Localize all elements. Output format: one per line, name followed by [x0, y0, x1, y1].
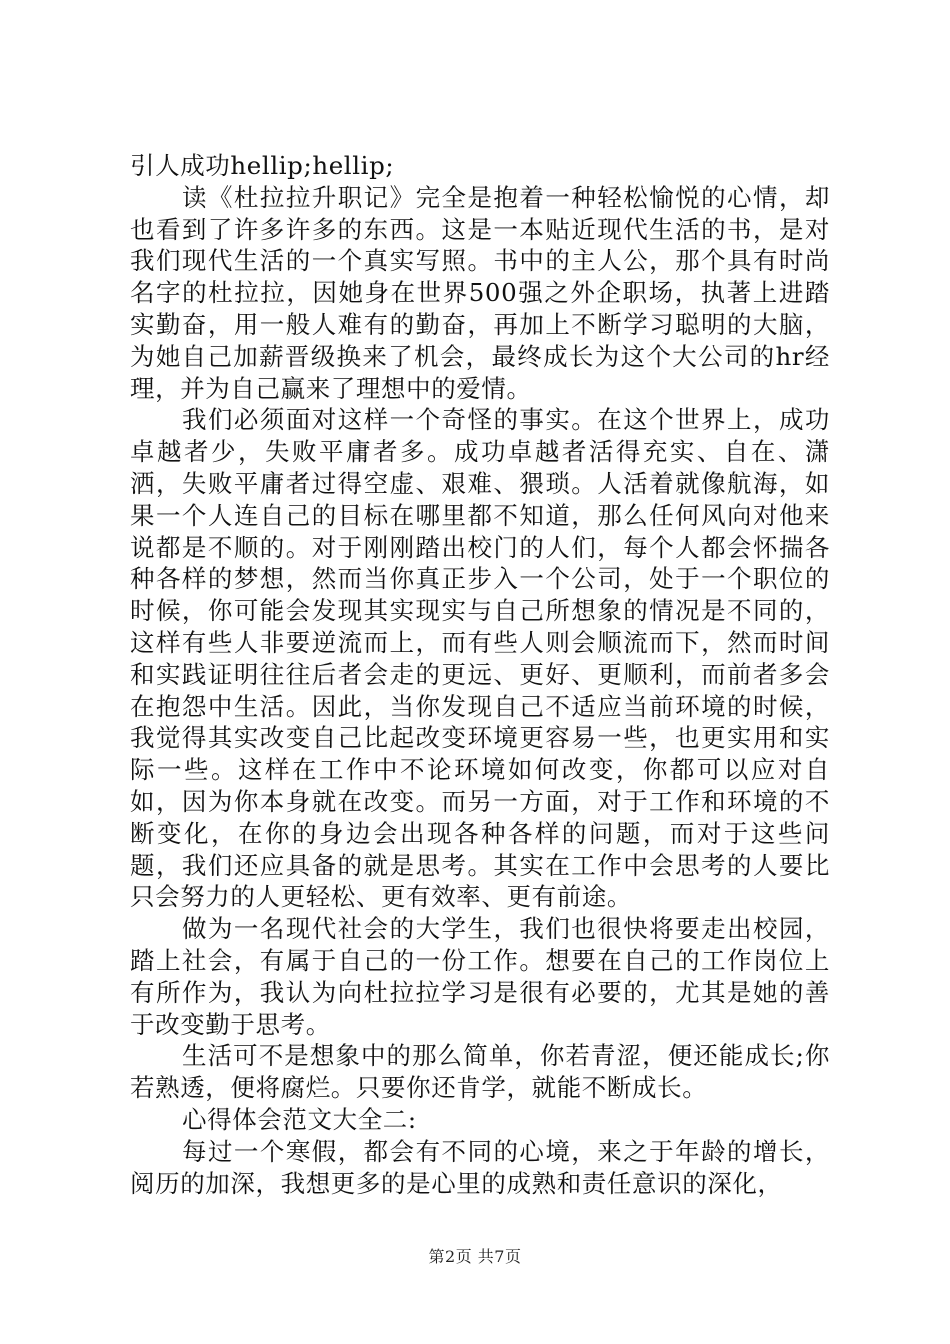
paragraph-2: 我们必须面对这样一个奇怪的事实。在这个世界上，成功卓越者少，失败平庸者多。成功卓越者活得充实、自在、潇洒，失败平庸者过得空虚、艰难、猥琐。人活着就像航海，如果一个人连自己的目标在哪里都不知道，那么任何风向对他来说都是不顺的。对于刚刚踏出校门的人们，每个人都会怀揣各种各样的梦想，然而当你真正步入一个公司，处于一个职位的时候，你可能会发现其实现实与自己所想象的情况是不同的，这样有些人非要逆流而上，而有些人则会顺流而下，然而时间和实践证明往往后者会走的更远、更好、更顺利，而前者多会在抱怨中生活。因此，当你发现自己不适应当前环境的时候，我觉得其实改变自己比起改变环境更容易一些，也更实用和实际一些。这样在工作中不论环境如何改变，你都可以应对自如，因为你本身就在改变。而另一方面，对于工作和环境的不断变化，在你的身边会出现各种各样的问题，而对于这些问题，我们还应具备的就是思考。其实在工作中会思考的人要比只会努力的人更轻松、更有效率、更有前途。: [130, 405, 830, 912]
paragraph-3: 做为一名现代社会的大学生，我们也很快将要走出校园，踏上社会，有属于自己的一份工作。想要在自己的工作岗位上有所作为，我认为向杜拉拉学习是很有必要的，尤其是她的善于改变勤于思考。: [130, 914, 830, 1039]
paragraph-0: 引人成功hellip;hellip;: [130, 151, 395, 180]
paragraph-1: 读《杜拉拉升职记》完全是抱着一种轻松愉悦的心情，却也看到了许多许多的东西。这是一本贴近现代生活的书，是对我们现代生活的一个真实写照。书中的主人公，那个具有时尚名字的杜拉拉，因她身在世界500强之外企职场，执著上进踏实勤奋，用一般人难有的勤奋，再加上不断学习聪明的大脑，为她自己加薪晋级换来了机会，最终成长为这个大公司的hr经理，并为自己赢来了理想中的爱情。: [130, 182, 830, 403]
paragraph-4: 生活可不是想象中的那么简单，你若青涩，便还能成长;你若熟透，便将腐烂。只要你还肯学，就能不断成长。: [130, 1041, 830, 1103]
paragraph-6: 每过一个寒假，都会有不同的心境，来之于年龄的增长，阅历的加深，我想更多的是心里的成熟和责任意识的深化，: [130, 1136, 830, 1198]
page-number-footer: 第2页 共7页: [428, 1247, 522, 1266]
document-body: [130, 150, 830, 1199]
section-heading: 心得体会范文大全二:: [182, 1104, 417, 1134]
